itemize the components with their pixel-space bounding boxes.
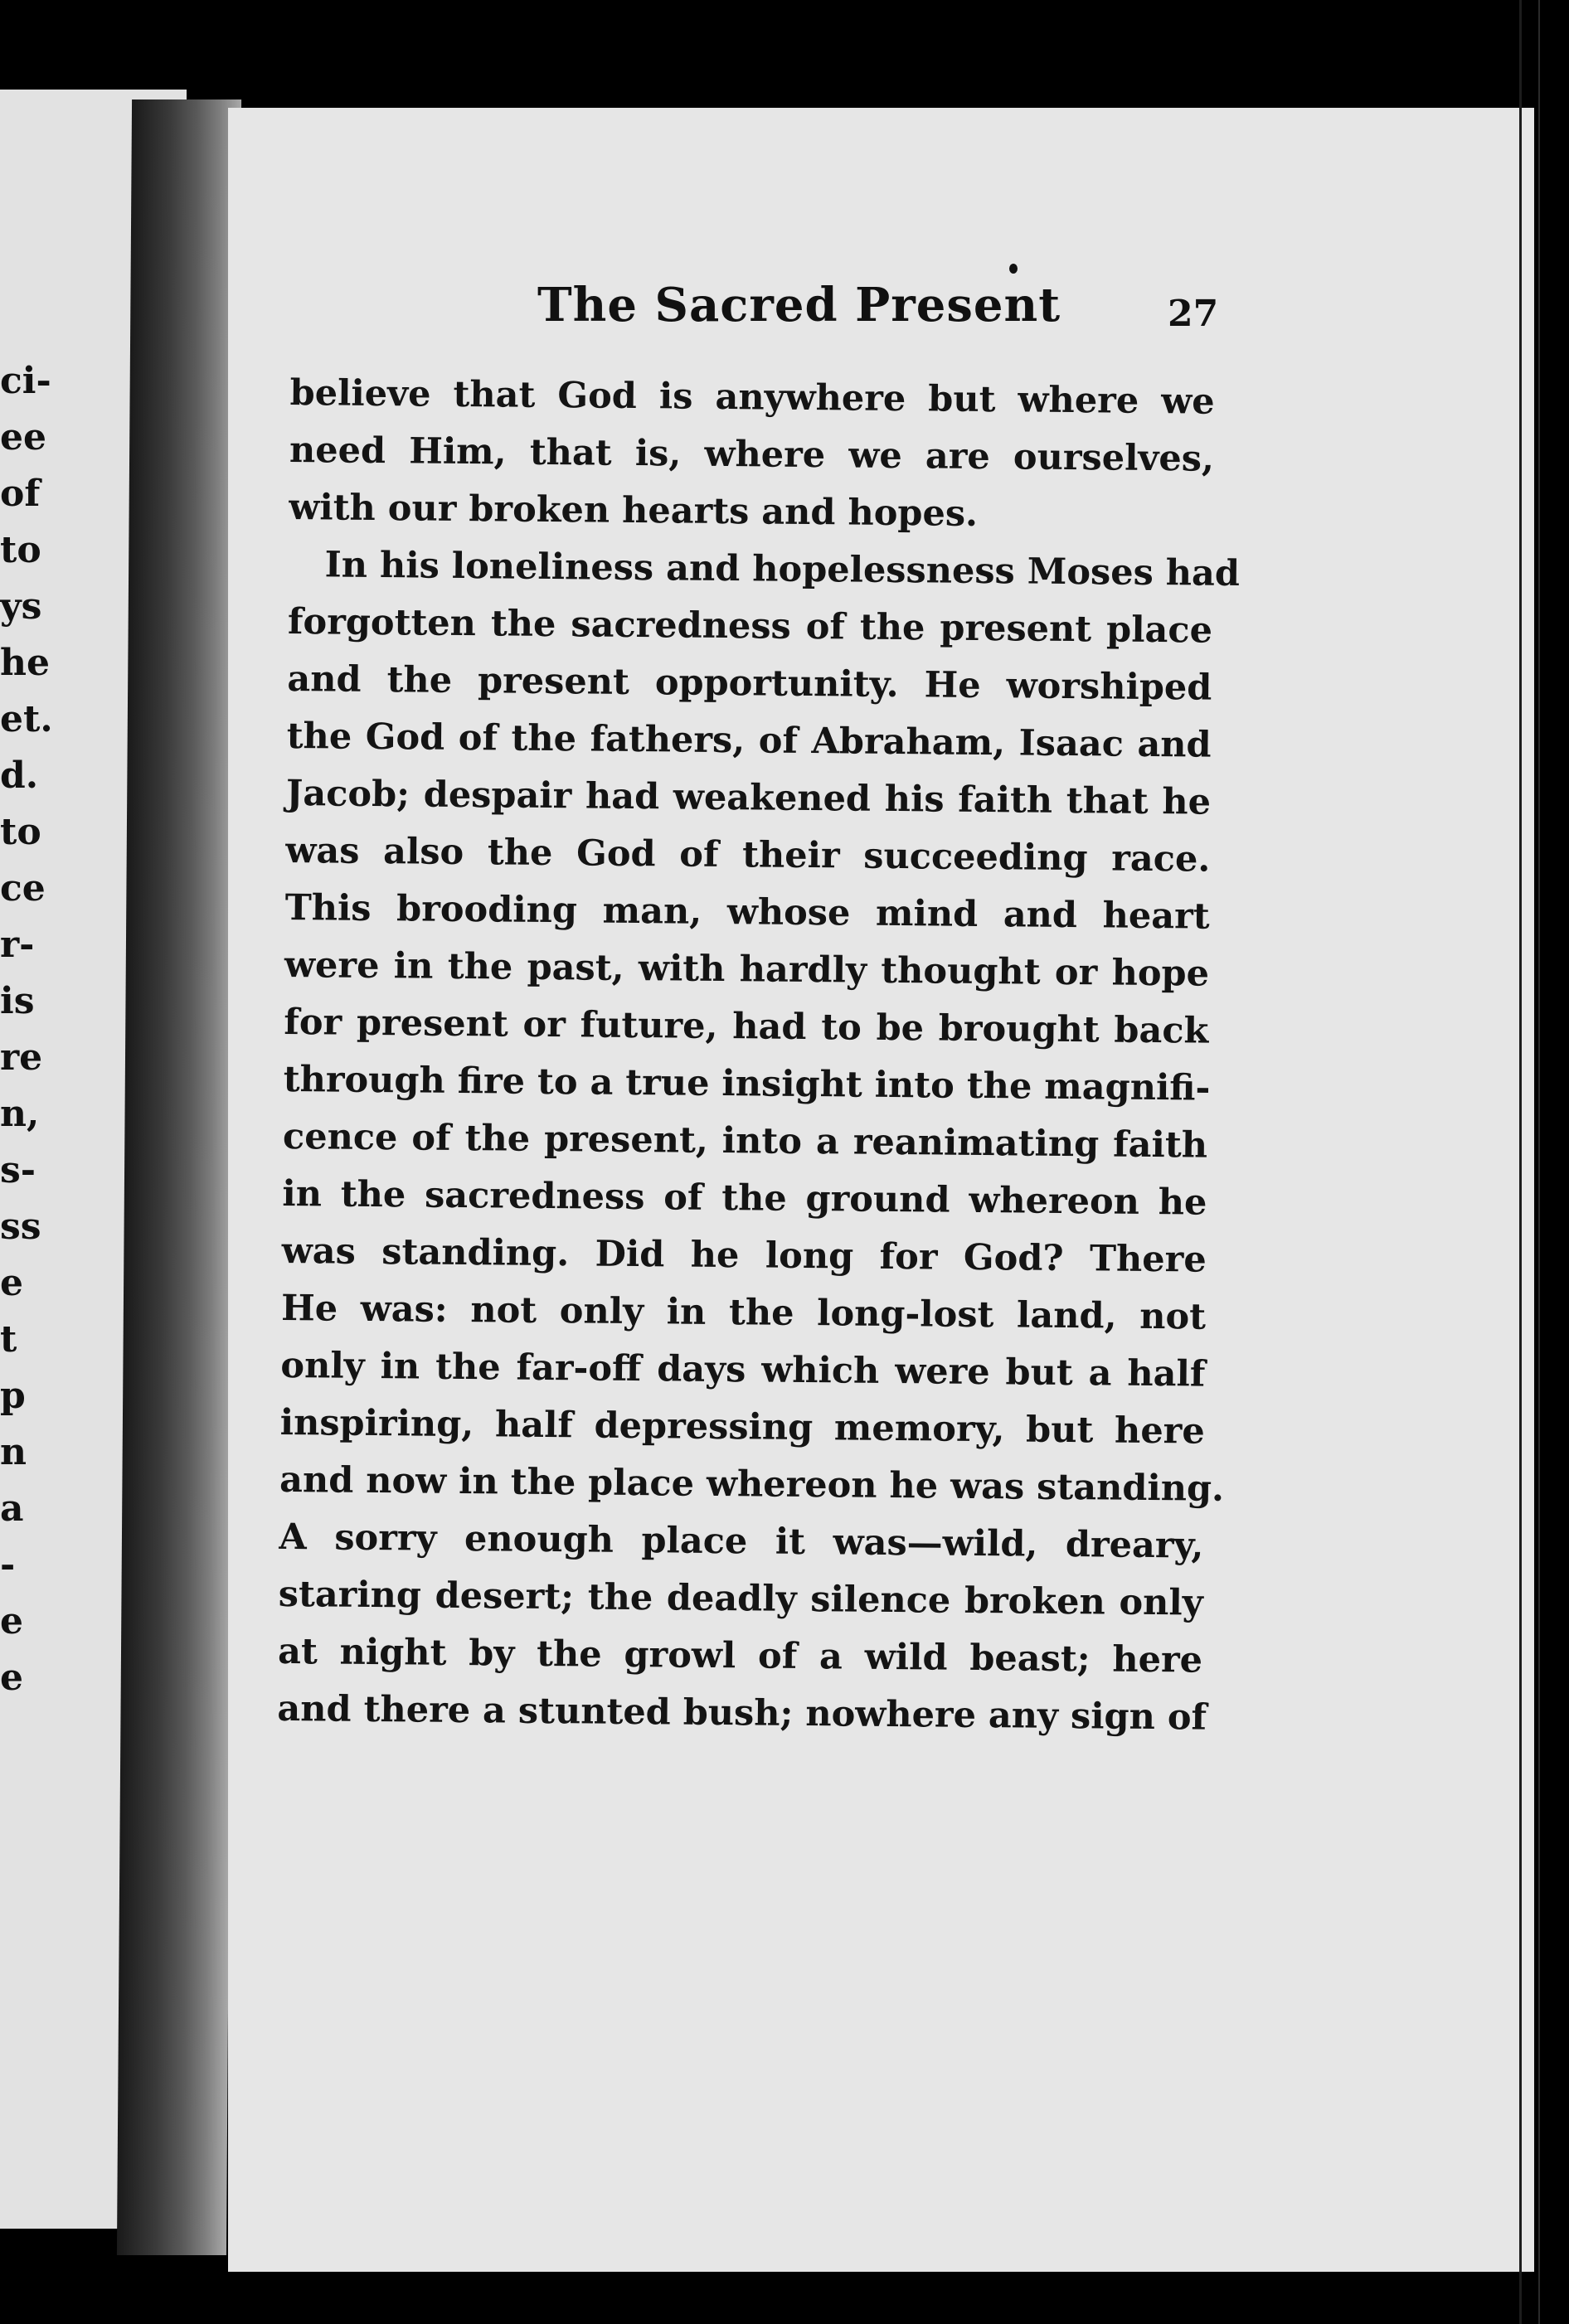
left-line-fragment: d. xyxy=(0,754,39,797)
left-line-fragment: e xyxy=(0,1657,23,1699)
left-line-fragment: ss xyxy=(0,1206,41,1248)
left-line-fragment: n, xyxy=(0,1093,40,1135)
left-line-fragment: s- xyxy=(0,1149,36,1191)
left-line-fragment: t xyxy=(0,1318,17,1361)
text-line: inspiring, half depressing memory, but here xyxy=(279,1401,1205,1453)
book-spine-shadow xyxy=(117,99,241,2255)
text-line: only in the far-off days which were but a half xyxy=(280,1344,1206,1395)
left-line-fragment: ci- xyxy=(0,360,51,402)
text-line: for present or future, had to be brought back xyxy=(284,1001,1209,1052)
text-line: staring desert; the deadly silence broken only xyxy=(278,1573,1203,1624)
left-line-fragment: re xyxy=(0,1036,43,1079)
text-line: and now in the place whereon he was standing. xyxy=(279,1458,1225,1510)
left-line-fragment: a xyxy=(0,1487,24,1530)
running-title: The Sacred Present xyxy=(537,278,1061,332)
left-line-fragment: - xyxy=(0,1544,16,1586)
text-line: Jacob; despair had weakened his faith that he xyxy=(285,772,1212,823)
left-line-fragment: e xyxy=(0,1600,23,1642)
text-line: This brooding man, whose mind and heart xyxy=(284,886,1210,938)
left-line-fragment: p xyxy=(0,1375,26,1417)
text-line: was standing. Did he long for God? There xyxy=(281,1230,1207,1281)
left-line-fragment: e xyxy=(0,1262,23,1304)
text-line: believe that God is anywhere but where we xyxy=(289,371,1215,423)
text-line: with our broken hearts and hopes. xyxy=(289,486,979,535)
left-line-fragment: ce xyxy=(0,867,46,910)
left-line-fragment: r- xyxy=(0,924,35,966)
text-line: was also the God of their succeeding race. xyxy=(285,829,1211,881)
text-line: A sorry enough place it was—wild, dreary, xyxy=(279,1516,1204,1567)
text-line: forgotten the sacredness of the present place xyxy=(287,600,1213,652)
body-text xyxy=(277,365,1241,1747)
text-line: need Him, that is, where we are ourselves, xyxy=(289,429,1215,480)
text-line: the God of the fathers, of Abraham, Isaac and xyxy=(286,715,1212,766)
left-line-fragment: to xyxy=(0,811,41,853)
text-line: He was: not only in the long-lost land, not xyxy=(280,1287,1207,1338)
page-header xyxy=(0,278,1569,352)
text-line: cence of the present, into a reanimating faith xyxy=(282,1115,1208,1167)
left-line-fragment: of xyxy=(0,473,41,515)
left-line-fragment: n xyxy=(0,1431,27,1473)
text-line: in the sacredness of the ground whereon he xyxy=(282,1172,1207,1224)
text-line: In his loneliness and hopelessness Moses had xyxy=(324,544,1241,595)
text-line: through fire to a true insight into the magnifi- xyxy=(283,1058,1211,1109)
left-line-fragment: ee xyxy=(0,416,46,458)
ink-speck xyxy=(1009,264,1018,274)
text-line: at night by the growl of a wild beast; here xyxy=(277,1630,1203,1681)
left-line-fragment: is xyxy=(0,980,35,1022)
left-line-fragment: to xyxy=(0,529,41,571)
page-number: 27 xyxy=(1168,293,1219,335)
text-line: were in the past, with hardly thought or hope xyxy=(284,944,1210,995)
text-line: and there a stunted bush; nowhere any sign of xyxy=(277,1687,1207,1739)
left-line-fragment: he xyxy=(0,642,50,684)
text-line: and the present opportunity. He worshiped xyxy=(287,657,1212,709)
left-line-fragment: ys xyxy=(0,585,42,628)
left-line-fragment: et. xyxy=(0,698,53,740)
